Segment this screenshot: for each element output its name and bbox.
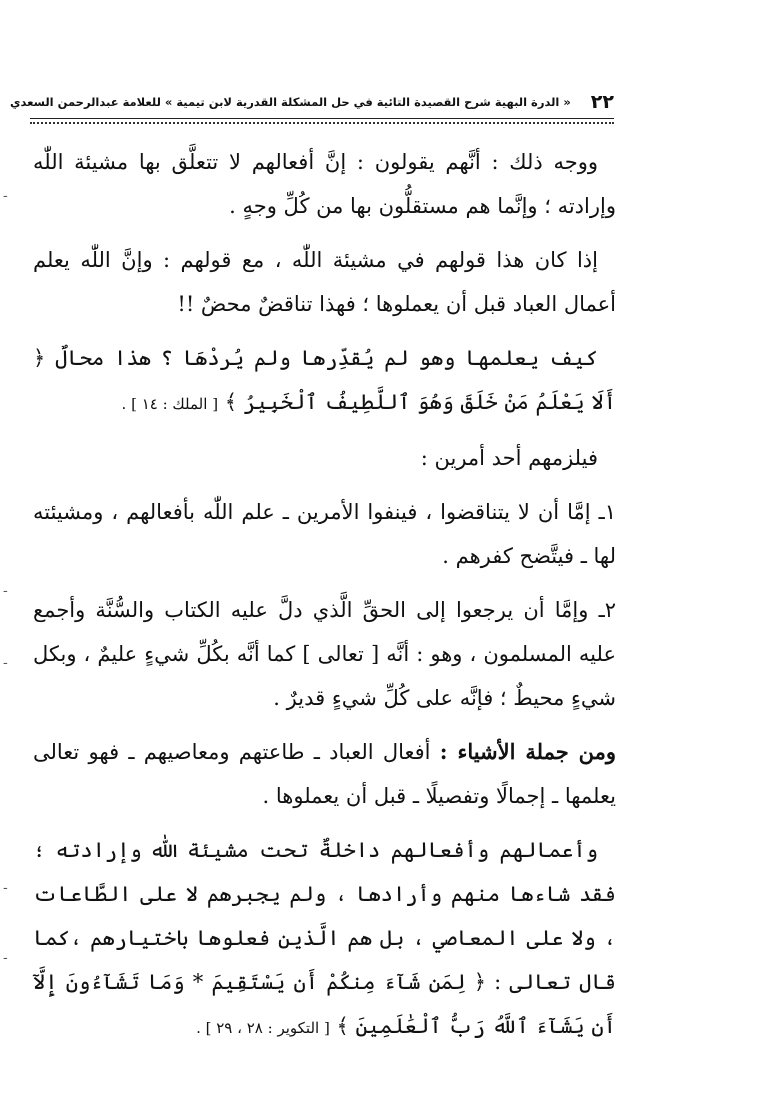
margin-mark: - [3, 655, 8, 671]
numbered-item [33, 490, 616, 578]
paragraph [33, 730, 616, 818]
paragraph [33, 238, 616, 326]
verse-reference: [ الملك : ١٤ ] . [121, 395, 219, 413]
margin-mark: - [3, 950, 8, 966]
paragraph-text: ٢ـ وإمَّا أن يرجعوا إلى الحقِّ الَّذي دلَّ عليه الكتاب والسُّنَّة وأجمع عليه المسلمون ، وهو : أنَّه [ تعالى ] كما أنَّه بكُلِّ شيءٍ عليمٌ ، وبكل شيءٍ محيطٌ ؛ فإنَّه على كُلِّ شيءٍ قديرٌ . [33, 598, 616, 710]
paragraph-text: أفعال العباد ـ طاعتهم ومعاصيهم ـ فهو تعالى يعلمها ـ إجمالًا وتفصيلًا ـ قبل أن يعملوها . [33, 740, 616, 808]
paragraph-text: إذا كان هذا قولهم في مشيئة اللّٰه ، مع قولهم : وإنَّ اللّٰه يعلم أعمال العباد قبل أن يعملوها ؛ فهذا تناقضٌ محضٌ !! [33, 248, 616, 316]
margin-mark: - [3, 188, 8, 204]
paragraph-text: ١ـ إمَّا أن لا يتناقضوا ، فينفوا الأمرين ـ علم اللّٰه بأفعالهم ، ومشيئته لها ـ فيتَّضح كفرهم . [33, 500, 616, 568]
paragraph [33, 828, 616, 1050]
paragraph [33, 140, 616, 228]
verse-reference: [ التكوير : ٢٨ ، ٢٩ ] . [196, 1019, 330, 1037]
margin-mark: - [3, 583, 8, 599]
paragraph-text: فيلزمهم أحد أمرين : [420, 446, 598, 470]
page-body [33, 140, 616, 1060]
page-header [9, 82, 614, 122]
paragraph-text: ووجه ذلك : أنَّهم يقولون : إنَّ أفعالهم لا تتعلَّق بها مشيئة اللّٰه وإرادته ؛ وإنَّما هم مستقلُّون بها من كُلِّ وجهٍ . [33, 150, 616, 218]
quran-verse: ﴿ أَلَا يَعْلَمُ مَنْ خَلَقَ وَهُوَ ٱللَّطِيفُ ٱلْخَبِيرُ ﴾ [33, 346, 616, 414]
header-rule [30, 118, 614, 119]
paragraph [33, 436, 616, 480]
running-title: « الدرة البهية شرح القصيدة التائية في حل المشكلة القدرية لابن تيمية » للعلامة عبدالرحمن السعدي [9, 95, 571, 109]
paragraph [33, 336, 616, 426]
bold-lead: ومن جملة الأشياء : [439, 739, 616, 764]
numbered-item [33, 588, 616, 720]
page-number: ٢٢ [590, 91, 614, 113]
header-dotted-rule [30, 122, 614, 124]
margin-mark: - [3, 880, 8, 896]
quran-verse: ﴿ لِمَن شَآءَ مِنكُمْ أَن يَسْتَقِيمَ * وَمَا تَشَآءُونَ إِلَّآ أَن يَشَآءَ ٱللَّهُ رَبُّ ٱلْعَٰلَمِينَ ﴾ [33, 970, 616, 1038]
paragraph-text: كيف يعلمها وهو لم يُقدِّرها ولم يُردْهَا ؟ هذا محالٌ [55, 346, 598, 370]
paragraph-text: وأعمالهم وأفعالهم داخلةٌ تحت مشيئة اللّٰه وإرادته ؛ فقد شاءها منهم وأرادها ، ولم يجبرهم لا على الطَّاعات ، ولا على المعاصي ، بل هم الَّذين فعلوها باختيارهم ،كما قال تعالى : [33, 838, 616, 994]
